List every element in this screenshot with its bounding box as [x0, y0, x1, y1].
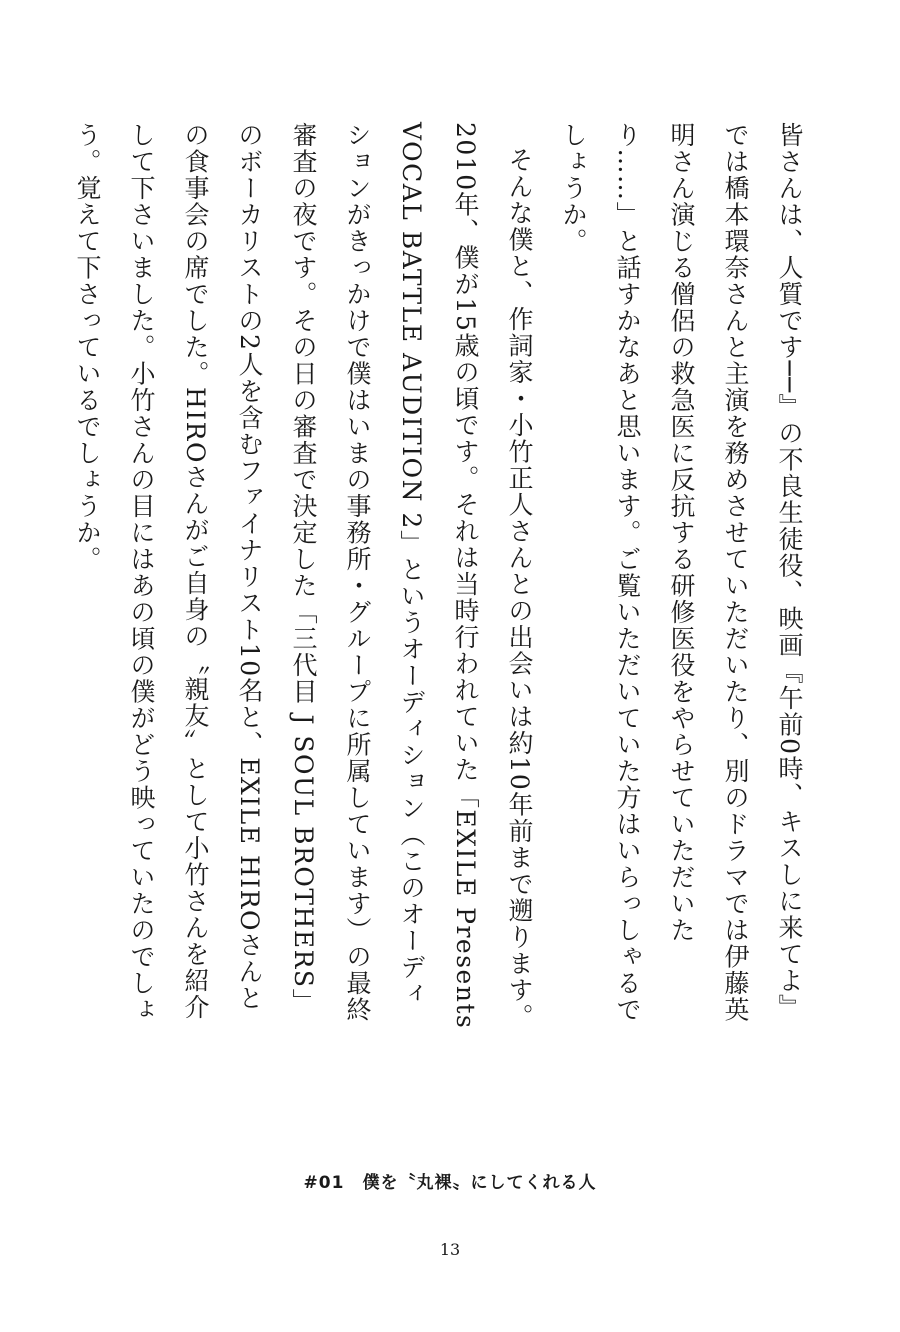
page-number: 13 — [439, 1240, 461, 1259]
paragraph-1: 皆さんは、人質です──』の不良生徒役、映画『午前0時、キスしに来てよ』では橋本環奈さんと主演を務めさせていただいたり、別のドラマでは伊藤英明さん演じる僧侶の救急医に反抗する研修医役をやらせていただいたり……」と話すかなあと思います。ご覧いただいていた方はいらっしゃるでしょうか。 — [559, 122, 804, 1023]
body-text — [73, 122, 816, 1032]
chapter-footer — [0, 1168, 900, 1193]
chapter-number: #01 — [303, 1173, 345, 1193]
paragraph-2: そんな僕と、作詞家・小竹正人さんとの出会いは約10年前まで遡ります。2010年、僕が15歳の頃です。それは当時行われていた「EXILE Presents VOCAL BATTLE AUDITION 2」というオーディション（このオーディションがきっかけで僕はいまの事務所・グループに所属しています）の最終審査の夜です。その日の審査で決定した「三代目 J SOUL BROTHERS」のボーカリストの2人を含むファイナリスト10名と、EXILE HIROさんとの食事会の席でした。HIROさんがご自身の〝親友〟として小竹さんを紹介して下さいました。小竹さんの目にはあの頃の僕がどう映っていたのでしょう。覚えて下さっているでしょうか。 — [73, 122, 534, 1030]
paragraph-3 — [0, 122, 6, 1032]
paragraph-break — [6, 122, 60, 1032]
chapter-title: 僕を〝丸裸〟にしてくれる人 — [362, 1173, 597, 1193]
